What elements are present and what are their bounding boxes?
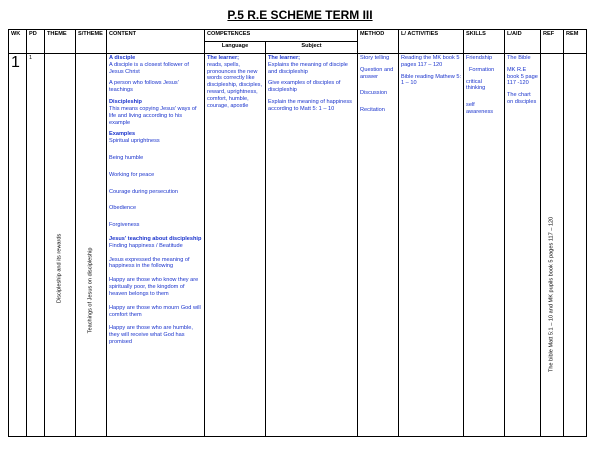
cell-activities (399, 54, 464, 437)
header-rem: REM (564, 30, 587, 54)
cell-skills (464, 54, 505, 437)
content-heading-teaching: Jesus' teaching about discipleship (109, 236, 202, 242)
cell-rem (564, 54, 587, 437)
subject-text: Give examples of disciples of discipleship (268, 80, 341, 94)
cell-content (107, 54, 205, 437)
skill-item: critical thinking (466, 78, 486, 92)
cell-subject (266, 54, 358, 437)
skill-item: Friendship (466, 55, 493, 61)
subject-text: Explains the meaning of disciple and discipleship (268, 61, 348, 75)
theme-text: Discipleship and its rewards (56, 233, 63, 304)
cell-theme (45, 54, 76, 437)
activity-item: Reading the MK book 5 pages 117 – 120 (401, 55, 460, 68)
cell-pd (27, 54, 45, 437)
scheme-table (8, 29, 587, 437)
content-heading-examples: Examples (109, 131, 136, 138)
header-stheme: S/THEME (76, 30, 107, 54)
content-text: A disciple is a closest follower of Jesus Christ (109, 61, 189, 75)
header-row (9, 30, 587, 42)
header-subject: Subject (266, 42, 358, 54)
header-theme: THEME (45, 30, 76, 54)
example-item: Courage during persecution (109, 188, 179, 195)
cell-stheme (76, 54, 107, 437)
beatitude-item: Happy are those who are humble, they will receive what God has promised (109, 325, 193, 345)
content-heading-disciple: A disciple (109, 55, 136, 61)
header-competences: COMPETENCES (205, 30, 358, 42)
content-text: Jesus expressed the meaning of happiness in the following (109, 256, 190, 270)
example-item: Working for peace (109, 171, 155, 178)
activity-item: Bible reading Mathew 5: 1 – 10 (401, 73, 462, 87)
content-text: Finding happiness / Beatitude (109, 242, 183, 249)
table-row (9, 54, 587, 437)
header-wk: WK (9, 30, 27, 54)
subtheme-text: Teachings of Jesus on discipleship (87, 247, 94, 334)
skill-item: Formation (469, 66, 495, 73)
example-item: Spiritual uprightness (109, 138, 160, 145)
aid-item: MK R.E book 5 page 117 -120 (507, 66, 538, 87)
example-item: Being humble (109, 154, 144, 161)
aid-item: The chart on disciples (507, 92, 537, 106)
cell-language (205, 54, 266, 437)
header-activities: L/ ACTIVITIES (399, 30, 464, 54)
example-item: Forgiveness (109, 222, 140, 229)
header-content: CONTENT (107, 30, 205, 54)
period-number: 1 (29, 55, 33, 61)
beatitude-item: Happy are those who mourn God will comfort them (109, 304, 201, 318)
content-text: This means copying Jesus' ways of life and living according to his example (109, 105, 197, 126)
content-heading-discipleship: Discipleship (109, 99, 142, 106)
header-laid: L/AID (505, 30, 541, 54)
aid-item: The Bible (507, 55, 531, 61)
example-item: Obedience (109, 205, 137, 212)
header-skills: SKILLS (464, 30, 505, 54)
week-number: 1 (11, 54, 20, 71)
subject-text: Explain the meaning of happiness according to Matt 5: 1 – 10 (268, 99, 352, 112)
header-language: Language (205, 42, 266, 54)
language-text: reads, spells, pronounces the new words correctly like discipleship, disciples, reward, uprightness, comfort, humble, courage, apostle (207, 61, 263, 109)
method-item: Question and answer (360, 66, 394, 80)
cell-laid (505, 54, 541, 437)
beatitude-item: Happy are those who know they are spiritually poor, the kingdom of heaven belongs to them (109, 277, 199, 297)
cell-ref (541, 54, 564, 437)
method-item: Story telling (360, 55, 390, 61)
subject-heading: The learner; (268, 55, 301, 61)
cell-wk (9, 54, 27, 437)
header-pd: PD (27, 30, 45, 54)
page-title: P.5 R.E SCHEME TERM III (227, 8, 373, 22)
skill-item: self awareness (466, 102, 494, 116)
cell-method (358, 54, 399, 437)
reference-text: The bible Matt 5:1 – 10 and MK pupils book 5 pages 117 – 120 (548, 216, 555, 373)
method-item: Discussion (360, 90, 388, 97)
content-text: A person who follows Jesus' teachings (109, 80, 179, 94)
language-heading: The learner; (207, 55, 240, 61)
header-method: METHOD (358, 30, 399, 54)
header-ref: REF (541, 30, 564, 54)
method-item: Recitation (360, 107, 385, 114)
